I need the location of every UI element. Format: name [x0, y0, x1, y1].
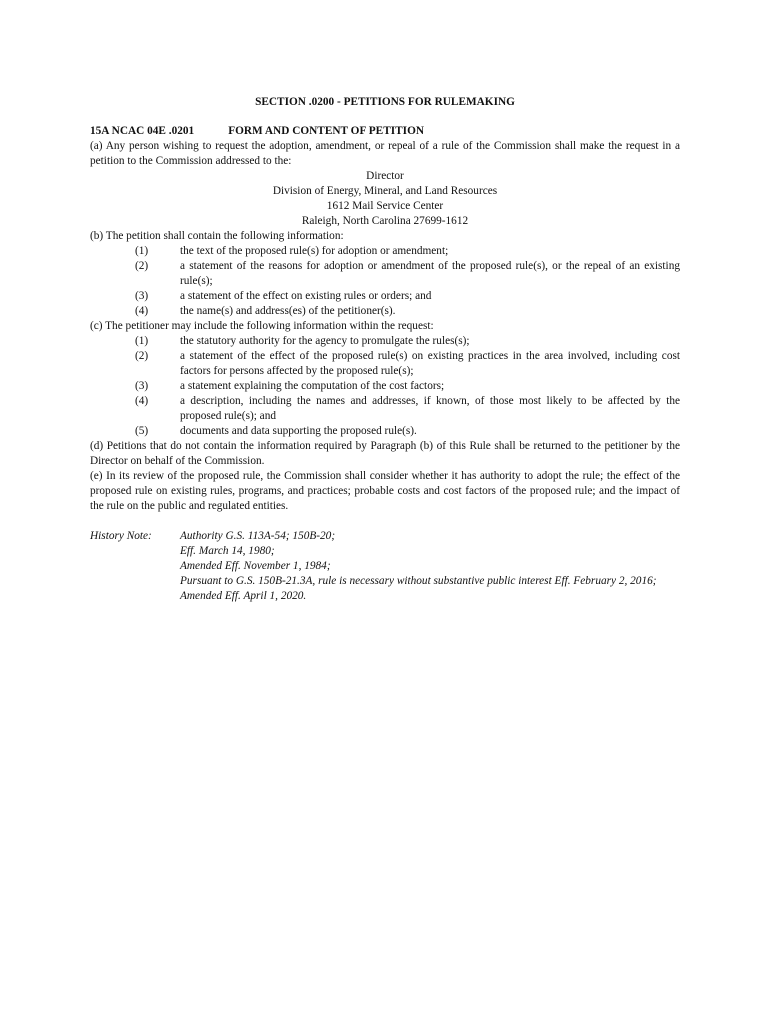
list-item	[90, 259, 680, 289]
paragraph-c-list	[90, 334, 680, 439]
list-item	[90, 289, 680, 304]
item-text: a statement of the effect on existing rules or orders; and	[180, 290, 432, 302]
address-block	[90, 169, 680, 229]
list-item	[90, 334, 680, 349]
history-entry: Amended Eff. November 1, 1984;	[180, 560, 331, 572]
address-line: 1612 Mail Service Center	[326, 200, 444, 212]
item-text: the name(s) and address(es) of the petitioner(s).	[180, 305, 396, 317]
paragraph-e: (e) In its review of the proposed rule, the Commission shall consider whether it has authority to adopt the rule; the effect of the proposed rule on existing rules, programs, and practices; probable costs and cost factors of the proposed rule; and the impact of the rule on the public and regulated entities.	[90, 470, 680, 512]
item-number: (2)	[135, 260, 149, 272]
rule-heading	[90, 124, 680, 139]
item-text: the statutory authority for the agency to promulgate the rules(s);	[180, 335, 470, 347]
list-item	[90, 244, 680, 259]
item-text: a statement explaining the computation of the cost factors;	[180, 380, 445, 392]
rule-name: FORM AND CONTENT OF PETITION	[228, 125, 425, 137]
item-text: a statement of the reasons for adoption or amendment of the proposed rule(s), or the repeal of an existing rule(s);	[180, 260, 680, 287]
paragraph-b-intro: (b) The petition shall contain the following information:	[90, 230, 344, 242]
item-text: the text of the proposed rule(s) for adoption or amendment;	[180, 245, 449, 257]
item-text: documents and data supporting the proposed rule(s).	[180, 425, 417, 437]
history-entry: Pursuant to G.S. 150B-21.3A, rule is necessary without substantive public interest Eff. February 2, 2016;	[180, 575, 657, 587]
history-entry: Eff. March 14, 1980;	[180, 545, 275, 557]
item-number: (5)	[135, 425, 149, 437]
item-number: (4)	[135, 395, 149, 407]
address-line: Division of Energy, Mineral, and Land Resources	[272, 185, 498, 197]
item-number: (1)	[135, 335, 149, 347]
paragraph-a: (a) Any person wishing to request the adoption, amendment, or repeal of a rule of the Commission shall make the request in a petition to the Commission addressed to the:	[90, 140, 680, 167]
paragraph-d: (d) Petitions that do not contain the information required by Paragraph (b) of this Rule shall be returned to the petitioner by the Director on behalf of the Commission.	[90, 440, 680, 467]
address-line: Director	[366, 170, 404, 182]
item-number: (3)	[135, 380, 149, 392]
history-entry: Amended Eff. April 1, 2020.	[180, 590, 307, 602]
history-entry: Authority G.S. 113A-54; 150B-20;	[180, 530, 336, 542]
item-number: (1)	[135, 245, 149, 257]
address-line: Raleigh, North Carolina 27699-1612	[301, 215, 469, 227]
paragraph-b-list	[90, 244, 680, 319]
item-number: (3)	[135, 290, 149, 302]
item-number: (2)	[135, 350, 149, 362]
rule-citation: 15A NCAC 04E .0201	[90, 125, 195, 137]
list-item	[90, 349, 680, 379]
history-entries	[180, 529, 680, 604]
history-note-label: History Note:	[90, 530, 152, 542]
paragraph-c-intro: (c) The petitioner may include the following information within the request:	[90, 320, 434, 332]
document-page	[90, 95, 680, 604]
item-number: (4)	[135, 305, 149, 317]
list-item	[90, 304, 680, 319]
list-item	[90, 379, 680, 394]
section-title: SECTION .0200 - PETITIONS FOR RULEMAKING	[255, 96, 515, 108]
item-text: a description, including the names and addresses, if known, of those most likely to be affected by the proposed rule(s); and	[180, 395, 680, 422]
item-text: a statement of the effect of the proposed rule(s) on existing practices in the area involved, including cost factors for persons affected by the proposed rule(s);	[180, 350, 680, 377]
list-item	[90, 424, 680, 439]
history-note	[90, 529, 680, 604]
list-item	[90, 394, 680, 424]
